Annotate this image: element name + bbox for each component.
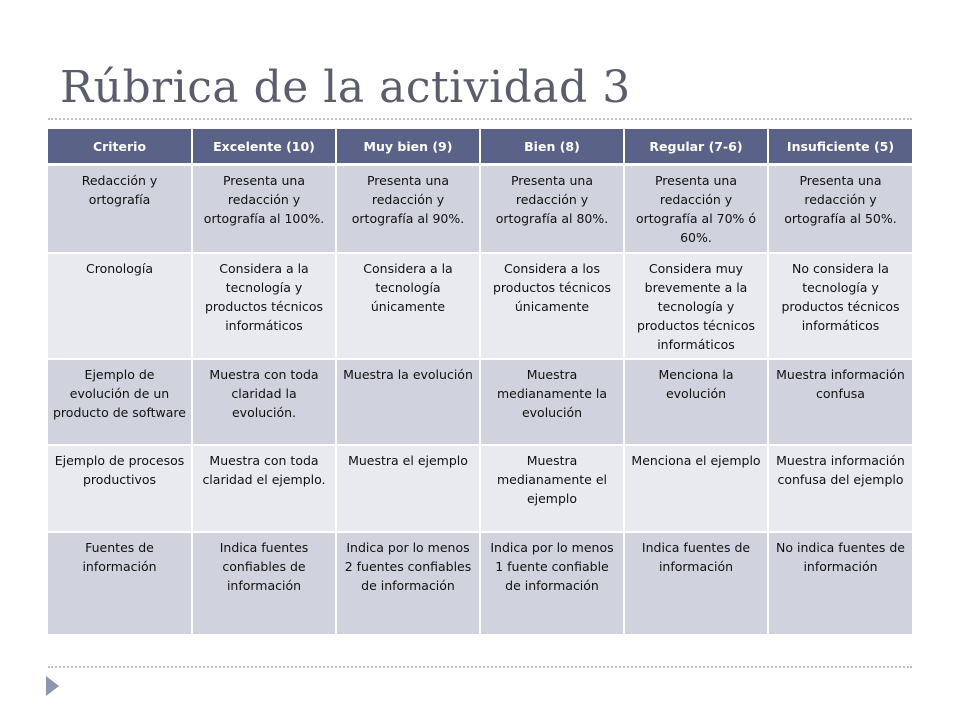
table-row [48, 359, 912, 445]
header-insuficiente: Insuficiente (5) [768, 129, 912, 165]
bien-cell: Muestra medianamente la evolución [480, 359, 624, 445]
table-row [48, 532, 912, 634]
table-row [48, 165, 912, 254]
top-dotted-divider [48, 118, 912, 120]
header-bien: Bien (8) [480, 129, 624, 165]
muy-bien-cell: Indica por lo menos 2 fuentes confiables de información [336, 532, 480, 634]
slide-title: Rúbrica de la actividad 3 [60, 62, 631, 113]
insuficiente-cell: Presenta una redacción y ortografía al 50%. [768, 165, 912, 254]
regular-cell: Presenta una redacción y ortografía al 70% ó 60%. [624, 165, 768, 254]
insuficiente-cell: Muestra información confusa del ejemplo [768, 445, 912, 532]
regular-cell: Menciona el ejemplo [624, 445, 768, 532]
insuficiente-cell: No indica fuentes de información [768, 532, 912, 634]
criterion-cell: Fuentes de información [48, 532, 192, 634]
criterion-cell: Redacción y ortografía [48, 165, 192, 254]
triangle-bullet-icon [46, 676, 59, 696]
criterion-cell: Ejemplo de procesos productivos [48, 445, 192, 532]
muy-bien-cell: Presenta una redacción y ortografía al 90%. [336, 165, 480, 254]
excelente-cell: Presenta una redacción y ortografía al 100%. [192, 165, 336, 254]
excelente-cell: Muestra con toda claridad la evolución. [192, 359, 336, 445]
excelente-cell: Muestra con toda claridad el ejemplo. [192, 445, 336, 532]
bottom-dotted-divider [48, 666, 912, 668]
table-row [48, 253, 912, 359]
header-regular: Regular (7-6) [624, 129, 768, 165]
header-excelente: Excelente (10) [192, 129, 336, 165]
excelente-cell: Indica fuentes confiables de información [192, 532, 336, 634]
table-row [48, 445, 912, 532]
muy-bien-cell: Considera a la tecnología únicamente [336, 253, 480, 359]
header-muy-bien: Muy bien (9) [336, 129, 480, 165]
muy-bien-cell: Muestra el ejemplo [336, 445, 480, 532]
bien-cell: Considera a los productos técnicos únicamente [480, 253, 624, 359]
bien-cell: Indica por lo menos 1 fuente confiable de información [480, 532, 624, 634]
regular-cell: Menciona la evolución [624, 359, 768, 445]
insuficiente-cell: No considera la tecnología y productos técnicos informáticos [768, 253, 912, 359]
bien-cell: Muestra medianamente el ejemplo [480, 445, 624, 532]
insuficiente-cell: Muestra información confusa [768, 359, 912, 445]
regular-cell: Considera muy brevemente a la tecnología y productos técnicos informáticos [624, 253, 768, 359]
rubric-table [48, 129, 912, 634]
excelente-cell: Considera a la tecnología y productos técnicos informáticos [192, 253, 336, 359]
bien-cell: Presenta una redacción y ortografía al 80%. [480, 165, 624, 254]
muy-bien-cell: Muestra la evolución [336, 359, 480, 445]
regular-cell: Indica fuentes de información [624, 532, 768, 634]
criterion-cell: Cronología [48, 253, 192, 359]
header-criterio: Criterio [48, 129, 192, 165]
criterion-cell: Ejemplo de evolución de un producto de software [48, 359, 192, 445]
table-header-row [48, 129, 912, 165]
